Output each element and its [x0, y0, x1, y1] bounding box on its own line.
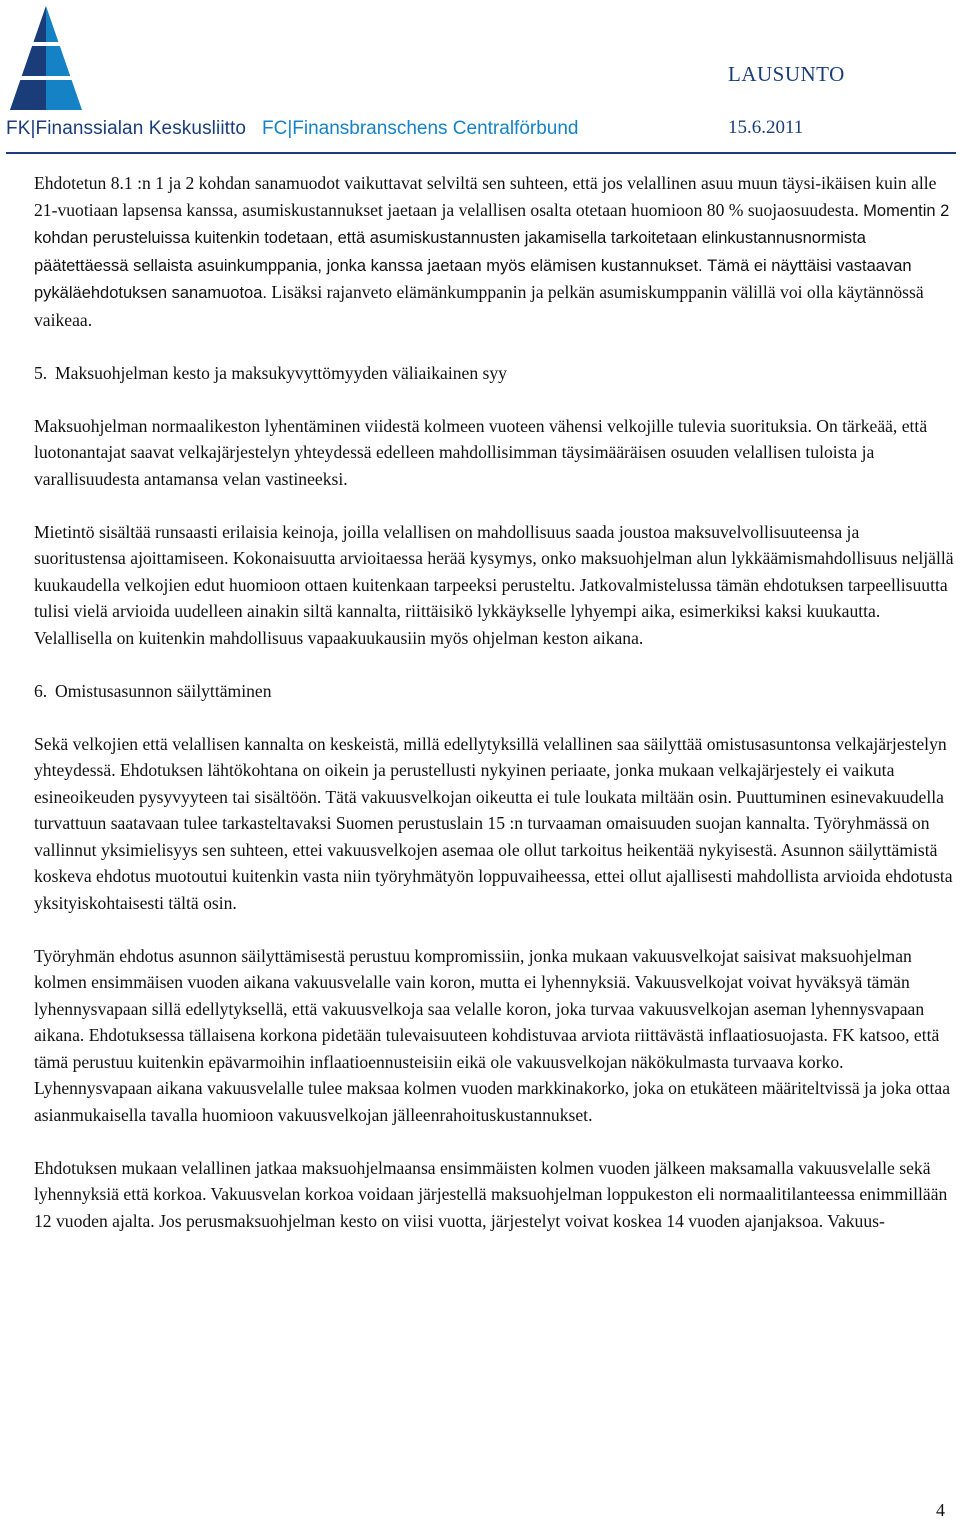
document-date: 15.6.2011: [728, 117, 804, 138]
paragraph-1-text-a: Ehdotetun 8.1 :n 1 ja 2 kohdan sanamuodot vaikuttavat selviltä sen suhteen, että jos velallinen asuu muun täysi-ikäisen kuin alle 21-vuotiaan lapsensa kanssa, asumiskustannukset jaetaan ja velallisen osalta otetaan huomioon 80 % suojaosuudesta.: [34, 173, 937, 220]
paragraph-1: [34, 170, 954, 333]
fk-triangle-logo-icon: [6, 4, 86, 117]
section-5-title: Maksuohjelman kesto ja maksukyvyttömyyden väliaikainen syy: [55, 362, 507, 383]
section-5-heading: [34, 360, 954, 387]
org-name-swedish: FC|Finansbranschens Centralförbund: [262, 118, 579, 139]
paragraph-6: Ehdotuksen mukaan velallinen jatkaa maksuohjelmaansa ensimmäisten kolmen vuoden jälkeen maksamalla vakuusvelalle sekä lyhennyksiä että korkoa. Vakuusvelan korkoa voidaan järjestellä maksuohjelman loppukeston eli normaalitilanteessa enimmillään 12 vuoden ajalta. Jos perusmaksuohjelman kesto on viisi vuotta, järjestelyt voivat koskea 14 vuoden ajanjaksoa. Vakuus-: [34, 1157, 948, 1231]
section-6-number: 6.: [34, 680, 48, 701]
header-rule: [6, 152, 956, 154]
section-5-number: 5.: [34, 362, 48, 383]
paragraph-1-text-c: Tämä ei näyttäisi vastaavan pykäläehdotuksen sanamuotoa.: [34, 256, 912, 302]
page-number: 4: [936, 1500, 945, 1520]
org-name-finnish: FK|Finanssialan Keskusliitto: [6, 118, 247, 139]
paragraph-4: Sekä velkojien että velallisen kannalta on keskeistä, millä edellytyksillä velallinen saa säilyttää omistusasuntonsa velkajärjestelyn yhteydessä. Ehdotuksen lähtökohtana on oikein ja perustellusti nykyinen periaate, jonka mukaan velkajärjestely ei vaikuta esineoikeuden pysyvyyteen tai sisältöön. Tätä vakuusvelkojan oikeutta ei tule loukata miltään osin. Puuttuminen esinevakuudella turvattuun saatavaan tulee tarkasteltavaksi Suomen perustuslain 15 :n turvaaman omaisuuden suojan kannalta. Työryhmässä on vallinnut yksimielisyys sen suhteen, ettei vakuusvelkojen asemaa ole ollut tarkoitus heikentää nykyisestä. Asunnon säilyttämistä koskeva ehdotus muotoutui kuitenkin vasta niin työryhmätyön loppuvaiheessa, ettei ollut ajallisesti mahdollista arvioida ehdotusta yksityiskohtaisesti tältä osin.: [34, 733, 953, 913]
paragraph-1-text-d: Lisäksi rajanveto elämänkumppanin ja pelkän asumiskumppanin välillä voi olla käytännössä vaikeaa.: [34, 282, 924, 330]
paragraph-3: Mietintö sisältää runsaasti erilaisia keinoja, joilla velallisen on mahdollisuus saada joustoa maksuvelvollisuuteensa ja suoritustensa ajoittamiseen. Kokonaisuutta arvioitaessa herää kysymys, onko maksuohjelman alun lykkäämismahdollisuus neljällä kuukaudella velkojien edut huomioon ottaen kuitenkaan tarpeeksi perusteltu. Jatkovalmistelussa tämän ehdotuksen tarpeellisuutta tulisi vielä arvioida uudelleen ainakin siltä kannalta, riittäisikö lykkäykselle lyhyempi aika, esimerkiksi kaksi kuukautta. Velallisella on kuitenkin mahdollisuus vapaakuukausiin myös ohjelman keston aikana.: [34, 521, 954, 648]
section-6-heading: [34, 678, 954, 705]
document-type: LAUSUNTO: [728, 62, 845, 86]
paragraph-5: Työryhmän ehdotus asunnon säilyttämisestä perustuu kompromissiin, jonka mukaan vakuusvelkojat saisivat maksuohjelman kolmen ensimmäisen vuoden aikana vakuusvelalle vain koron, mutta ei lyhennyksiä. Vakuusvelkojat voivat hyväksyä tämän lyhennysvapaan sillä edellytyksellä, että vakuusvelkoja saa velalle koron, joka turvaa vakuusvelkojan aseman lyhennysvapaan aikana. Ehdotuksessa tällaisena korkona pidetään tulevaisuuteen kohdistuvaa arviota riittävästä inflaatiosuojasta. FK katsoo, että tämä perustuu kuitenkin epävarmoihin inflaatioennusteisiin eikä ole vakuusvelkojan näkökulmasta turvaava korko. Lyhennysvapaan aikana vakuusvelalle tulee maksaa kolmen vuoden markkinakorko, joka on etukäteen määriteltvissä ja joka ottaa asianmukaisella tavalla huomioon vakuusvelkojan jälleenrahoituskustannukset.: [34, 945, 951, 1125]
paragraph-1-text-b: Momentin 2 kohdan perusteluissa kuitenkin todetaan, että asumiskustannusten jakamisella tarkoitetaan elinkustannusnormista päätettäessä sellaista asuinkumppania, jonka kanssa jaetaan myös elämisen kustannukset.: [34, 201, 950, 275]
letterhead: [0, 0, 960, 160]
document-body: [34, 170, 954, 1261]
paragraph-2: Maksuohjelman normaalikeston lyhentäminen viidestä kolmeen vuoteen vähensi velkojille tulevia suorituksia. On tärkeää, että luotonantajat saavat velkajärjestelyn yhteydessä edelleen mahdollisimman täysimääräisen osuuden velallisen tuloista ja varallisuudesta antamansa velan vastineeksi.: [34, 415, 928, 489]
section-6-title: Omistusasunnon säilyttäminen: [55, 680, 272, 701]
